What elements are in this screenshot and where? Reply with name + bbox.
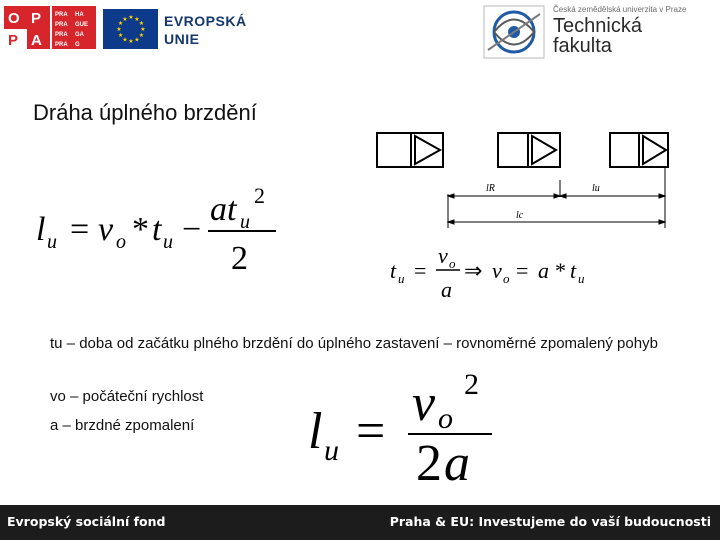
symbol-tu: tu <box>50 335 63 352</box>
svg-text:v: v <box>492 258 502 283</box>
text-vo-desc: – počáteční rychlost <box>65 388 204 405</box>
opp-grid-7: PRA <box>55 42 68 48</box>
svg-text:=: = <box>516 258 529 283</box>
footer-left-text: Evropský sociální fond <box>7 514 166 529</box>
svg-text:l: l <box>36 211 46 248</box>
svg-text:⇒: ⇒ <box>464 258 483 283</box>
braking-distance-diagram <box>370 128 675 228</box>
svg-text:t: t <box>390 258 397 283</box>
opp-grid-3: PRA <box>55 22 68 28</box>
opp-grid-1: PRA <box>55 12 68 18</box>
symbol-a: a <box>50 417 59 434</box>
eu-star-icon: ★ <box>140 27 146 34</box>
faculty-name <box>553 16 642 56</box>
eu-star-icon: ★ <box>117 33 124 40</box>
eu-logo-line1: EVROPSKÁ <box>164 13 247 29</box>
eu-star-icon: ★ <box>134 16 140 23</box>
label-lc: lc <box>516 210 524 221</box>
text-tu-desc: – doba od začátku plného brzdění do úplného zastavení – rovnoměrné zpomalený pohyb <box>62 335 658 352</box>
eu-star-icon: ★ <box>138 21 145 28</box>
opp-grid-2: HA <box>75 12 84 18</box>
eu-star-icon: ★ <box>128 39 134 46</box>
opp-letter-a: A <box>31 32 42 49</box>
eu-star-icon: ★ <box>138 33 145 40</box>
svg-text:a: a <box>538 258 549 283</box>
opp-grid-8: G <box>75 42 80 48</box>
svg-text:*: * <box>555 258 566 283</box>
text-line-vo <box>50 387 203 407</box>
svg-text:o: o <box>438 402 453 435</box>
svg-text:o: o <box>449 256 456 271</box>
svg-text:u: u <box>398 271 405 286</box>
slide-title: Dráha úplného brzdění <box>33 100 257 125</box>
label-lR: lR <box>486 183 495 194</box>
university-name: Česká zemědělská univerzita v Praze <box>553 5 687 14</box>
formula-distance-squared <box>304 370 504 490</box>
eu-flag-icon <box>103 9 158 49</box>
label-lu: lu <box>592 183 600 194</box>
svg-text:a: a <box>441 277 452 302</box>
eu-star-icon: ★ <box>116 27 122 34</box>
svg-text:u: u <box>324 434 339 467</box>
opp-letter-o: O <box>8 10 20 27</box>
formula-time-velocity <box>388 243 603 305</box>
opp-letter-p2: P <box>8 32 19 49</box>
svg-text:o: o <box>503 271 510 286</box>
svg-text:=: = <box>70 211 90 248</box>
symbol-vo: vo <box>50 388 66 405</box>
eu-star-icon: ★ <box>117 21 124 28</box>
svg-text:=: = <box>414 258 427 283</box>
svg-text:u: u <box>240 211 250 233</box>
opp-grid-4: GUE <box>75 22 89 28</box>
eu-logo-line2: UNIE <box>164 31 200 47</box>
eu-logo-text <box>164 12 247 48</box>
svg-text:2: 2 <box>464 370 479 401</box>
svg-text:t: t <box>570 258 577 283</box>
svg-text:a: a <box>444 435 470 490</box>
opp-grid-5: PRA <box>55 32 68 38</box>
svg-text:l: l <box>308 403 323 460</box>
opp-grid-6: GA <box>75 32 84 38</box>
svg-text:2: 2 <box>231 240 248 277</box>
svg-text:*: * <box>132 211 149 248</box>
text-line-tu <box>50 334 670 354</box>
footer-right-text: Praha & EU: Investujeme do vaší budoucnosti <box>389 514 711 529</box>
faculty-emblem-icon <box>478 2 550 60</box>
svg-text:2: 2 <box>416 435 442 490</box>
eu-star-icon: ★ <box>122 16 128 23</box>
svg-text:2: 2 <box>254 183 265 208</box>
opp-letter-p1: P <box>31 10 42 27</box>
svg-text:u: u <box>163 231 173 253</box>
svg-text:=: = <box>356 403 386 460</box>
svg-text:v: v <box>98 211 114 248</box>
faculty-name-line2: fakulta <box>553 35 612 57</box>
text-a-desc: – brzdné zpomalení <box>58 417 195 434</box>
eu-star-icon: ★ <box>122 37 128 44</box>
svg-text:u: u <box>47 231 57 253</box>
eu-star-icon: ★ <box>134 37 140 44</box>
faculty-name-line1: Technická <box>553 15 642 37</box>
opp-logo <box>0 0 100 56</box>
svg-text:v: v <box>438 243 448 268</box>
formula-braking-distance <box>34 178 284 278</box>
text-line-a <box>50 416 194 436</box>
svg-text:u: u <box>578 271 585 286</box>
svg-text:t: t <box>152 211 162 248</box>
svg-text:v: v <box>412 375 436 432</box>
svg-text:−: − <box>182 211 202 248</box>
svg-text:at: at <box>210 191 237 228</box>
svg-text:o: o <box>116 231 126 253</box>
eu-star-icon: ★ <box>128 15 134 22</box>
